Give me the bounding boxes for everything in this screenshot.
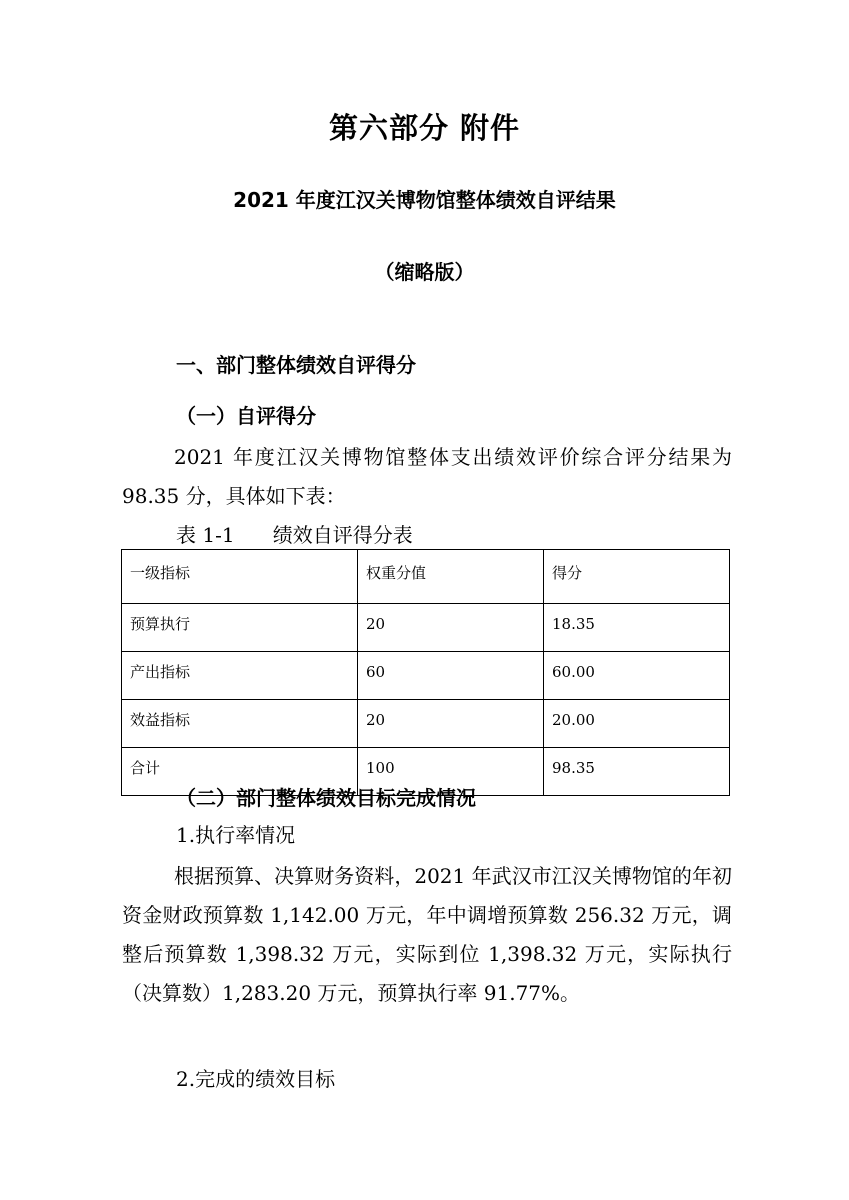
self-score-paragraph: 2021 年度江汉关博物馆整体支出绩效评价综合评分结果为 98.35 分，具体如下表： bbox=[122, 445, 732, 508]
page-subtitle: 2021 年度江汉关博物馆整体绩效自评结果 bbox=[233, 188, 616, 212]
table-cell: 效益指标 bbox=[122, 700, 358, 748]
header-cell-indicator: 一级指标 bbox=[122, 550, 358, 604]
header-cell-score: 得分 bbox=[544, 550, 730, 604]
table-header-row bbox=[122, 550, 730, 604]
table-cell: 100 bbox=[358, 748, 544, 796]
subsection-heading-self-score: （一）自评得分 bbox=[176, 404, 316, 428]
subsection-heading-goal-completion: （二）部门整体绩效目标完成情况 bbox=[176, 786, 476, 810]
header-cell-weight: 权重分值 bbox=[358, 550, 544, 604]
table-cell: 20.00 bbox=[544, 700, 730, 748]
table-cell: 98.35 bbox=[544, 748, 730, 796]
abbreviated-note: （缩略版） bbox=[374, 260, 475, 284]
page-title: 第六部分 附件 bbox=[328, 111, 521, 145]
section-heading-1: 一、部门整体绩效自评得分 bbox=[176, 353, 416, 377]
table-row bbox=[122, 700, 730, 748]
table-row bbox=[122, 652, 730, 700]
execution-rate-paragraph: 根据预算、决算财务资料，2021 年武汉市江汉关博物馆的年初资金财政预算数 1,142.00 万元，年中调增预算数 256.32 万元，调整后预算数 1,398.32 万元，实际到位 1,398.32 万元，实际执行（决算数）1,283.20 万元，预算执行率 91.77%。 bbox=[122, 864, 732, 1005]
table-row bbox=[122, 604, 730, 652]
table-cell: 20 bbox=[358, 604, 544, 652]
table-cell: 60.00 bbox=[544, 652, 730, 700]
item-heading-execution-rate: 1.执行率情况 bbox=[176, 823, 296, 847]
item-heading-completed-goals: 2.完成的绩效目标 bbox=[176, 1067, 336, 1091]
table-cell: 产出指标 bbox=[122, 652, 358, 700]
table-cell: 60 bbox=[358, 652, 544, 700]
table-cell: 18.35 bbox=[544, 604, 730, 652]
table-cell: 20 bbox=[358, 700, 544, 748]
table-caption: 表 1-1 绩效自评得分表 bbox=[176, 523, 413, 547]
table-cell: 预算执行 bbox=[122, 604, 358, 652]
score-table bbox=[121, 549, 730, 796]
table-cell: 合计 bbox=[122, 748, 358, 796]
